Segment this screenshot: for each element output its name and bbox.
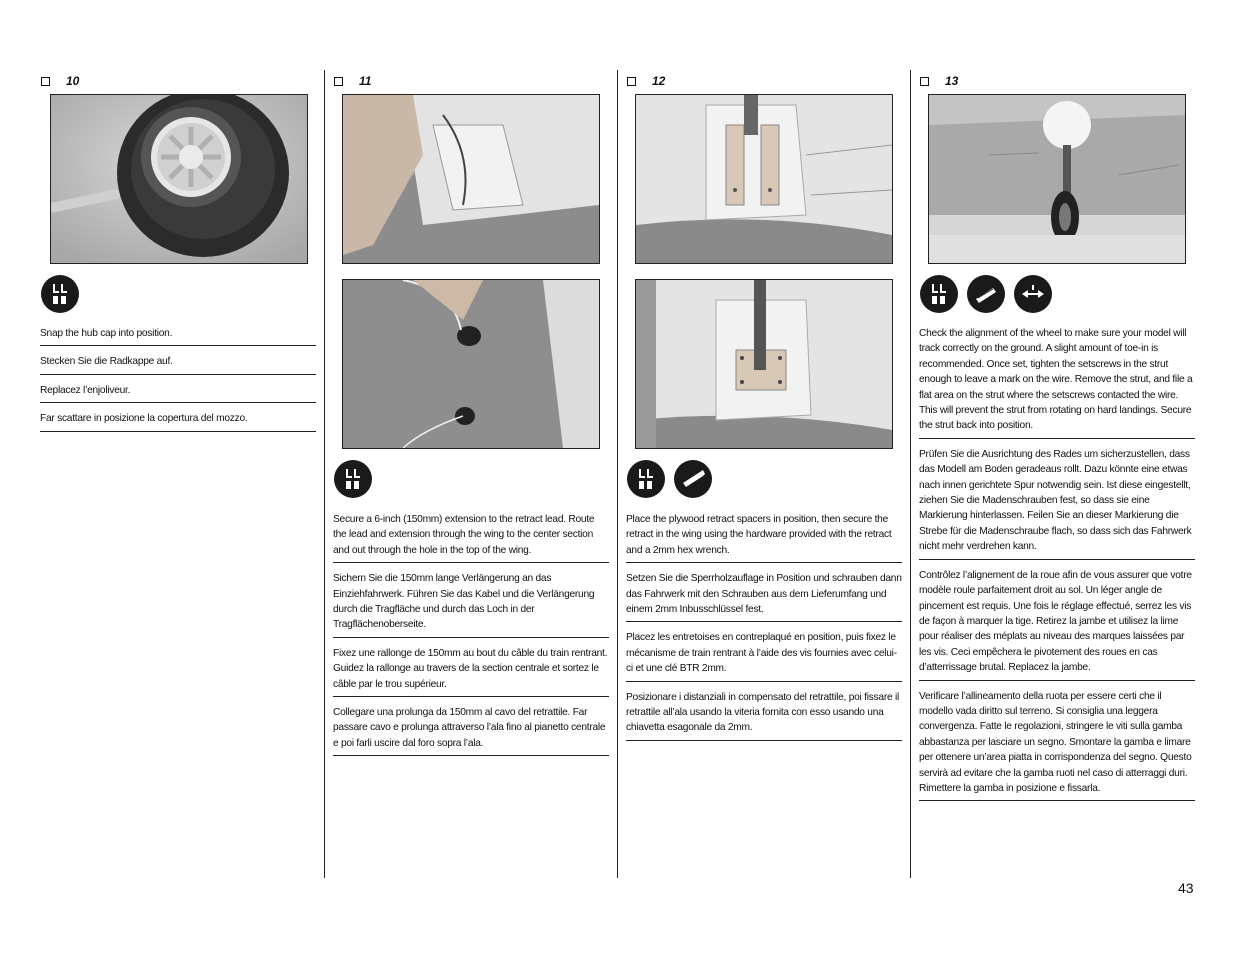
hex-wrench-icon <box>674 460 712 498</box>
column-divider <box>910 70 911 878</box>
step-checkbox[interactable] <box>920 77 929 86</box>
step-header <box>41 74 79 88</box>
text-english: Place the plywood retract spacers in position, then secure the retract in the wing using the hardware provided with the retract and a 2mm hex wrench. <box>626 509 902 563</box>
photo-wing-hole <box>342 279 600 449</box>
hands-icon <box>920 275 958 313</box>
text-english: Secure a 6-inch (150mm) extension to the retract lead. Route the lead and extension through the wing to the center section and out through the hole in the top of the wing. <box>333 509 609 563</box>
text-german: Sichern Sie die 150mm lange Verlängerung an das Einziehfahrwerk. Führen Sie das Kabel und die Verlängerung durch die Tragfläche und durch das Loch in der Tragflächenoberseite. <box>333 568 609 638</box>
text-english: Check the alignment of the wheel to make sure your model will track correctly on the ground. A slight amount of toe-in is recommended. Once set, tighten the setscrews in the strut enough to leave a mark on the wire. Remove the strut, and file a flat area on the strut where the setscrews contacted the wire. This will prevent the strut from rotating on hard landings. Secure the strut back into position. <box>919 323 1195 439</box>
text-italian: Posizionare i distanziali in compensato del retrattile, poi fissare il retrattile all’ala usando la viteria fornita con esso usando una chiavetta esagonale da 2mm. <box>626 687 902 741</box>
tool-icons <box>627 460 712 498</box>
step-number: 10 <box>66 74 80 88</box>
file-icon <box>967 275 1005 313</box>
photo-retract-secured <box>635 279 893 449</box>
text-german: Setzen Sie die Sperrholzauflage in Position und schrauben dann das Fahrwerk mit den Schrauben aus dem Lieferumfang und einem 2mm Inbusschlüssel fest. <box>626 568 902 622</box>
photo-retract-spacers <box>635 94 893 264</box>
instruction-text <box>626 509 902 746</box>
photo-wheel-hub-cap <box>50 94 308 264</box>
step-checkbox[interactable] <box>334 77 343 86</box>
hands-icon <box>627 460 665 498</box>
step-number: 11 <box>359 74 372 88</box>
text-italian: Verificare l’allineamento della ruota per essere certi che il modello vada diritto sul terreno. Si consiglia una leggera convergenza. Fatte le regolazioni, stringere le viti sulla gamba abbastanza per lasciare un segno. Smontare la gamba e limare per ottenere un’area piatta in corrispondenza del segno. Questo servirà ad evitare che la gamba ruoti nel caso di atterraggi duri. Rimettere la gamba in posizione e fissarla. <box>919 686 1195 802</box>
hands-icon <box>41 275 79 313</box>
text-german: Stecken Sie die Radkappe auf. <box>40 351 316 374</box>
instruction-text <box>919 323 1195 806</box>
step-checkbox[interactable] <box>41 77 50 86</box>
text-german: Prüfen Sie die Ausrichtung des Rades um sicherzustellen, dass das Modell am Boden geradeaus rollt. Dazu könnte eine etwas nach innen gerichtete Spur notwendig sein. Ist diese eingestellt, ziehen Sie die Madenschrauben fest, so dass sie eine Markierung hinterlassen. Feilen Sie an dieser Markierung die Strebe für die Madenschraube flach, so dass sich das Fahrwerk nicht mehr verdrehen kann. <box>919 444 1195 560</box>
instruction-text <box>333 509 609 761</box>
tool-icons <box>41 275 79 313</box>
text-french: Contrôlez l’alignement de la roue afin de vous assurer que votre modèle roule parfaitement droit au sol. Un léger angle de pincement est requis. Une fois le réglage effectué, serrez les vis de façon à marquer la tige. Retirez la jambe et utilisez la lime pour réaliser des méplats au niveau des marques laissées par les vis. Ceci empêchera le pivotement des roues en cas d’atterrissage brutal. Replacez la jambe. <box>919 565 1195 681</box>
tool-icons <box>920 275 1052 313</box>
instruction-text <box>40 323 316 437</box>
text-french: Fixez une rallonge de 150mm au bout du câble du train rentrant. Guidez la rallonge au travers de la section centrale et sortez le câble par le trou supérieur. <box>333 643 609 697</box>
text-english: Snap the hub cap into position. <box>40 323 316 346</box>
text-french: Replacez l’enjoliveur. <box>40 380 316 403</box>
photo-wheel-alignment <box>928 94 1186 264</box>
text-french: Placez les entretoises en contreplaqué en position, puis fixez le mécanisme de train rentrant à l’aide des vis fournies avec celui-ci et une clé BTR 2mm. <box>626 627 902 681</box>
column-divider <box>324 70 325 878</box>
step-checkbox[interactable] <box>627 77 636 86</box>
step-number: 13 <box>945 74 959 88</box>
text-italian: Far scattare in posizione la copertura del mozzo. <box>40 408 316 431</box>
page-number: 43 <box>1178 880 1194 896</box>
column-divider <box>617 70 618 878</box>
step-header <box>920 74 958 88</box>
tool-icons <box>334 460 372 498</box>
text-italian: Collegare una prolunga da 150mm al cavo del retrattile. Far passare cavo e prolunga attraverso l’ala fino al pianetto centrale e poi farli uscire dal foro sopra l’ala. <box>333 702 609 756</box>
photo-wing-retract-lead <box>342 94 600 264</box>
step-number: 12 <box>652 74 666 88</box>
step-header <box>627 74 665 88</box>
step-header <box>334 74 371 88</box>
alignment-icon <box>1014 275 1052 313</box>
hands-icon <box>334 460 372 498</box>
